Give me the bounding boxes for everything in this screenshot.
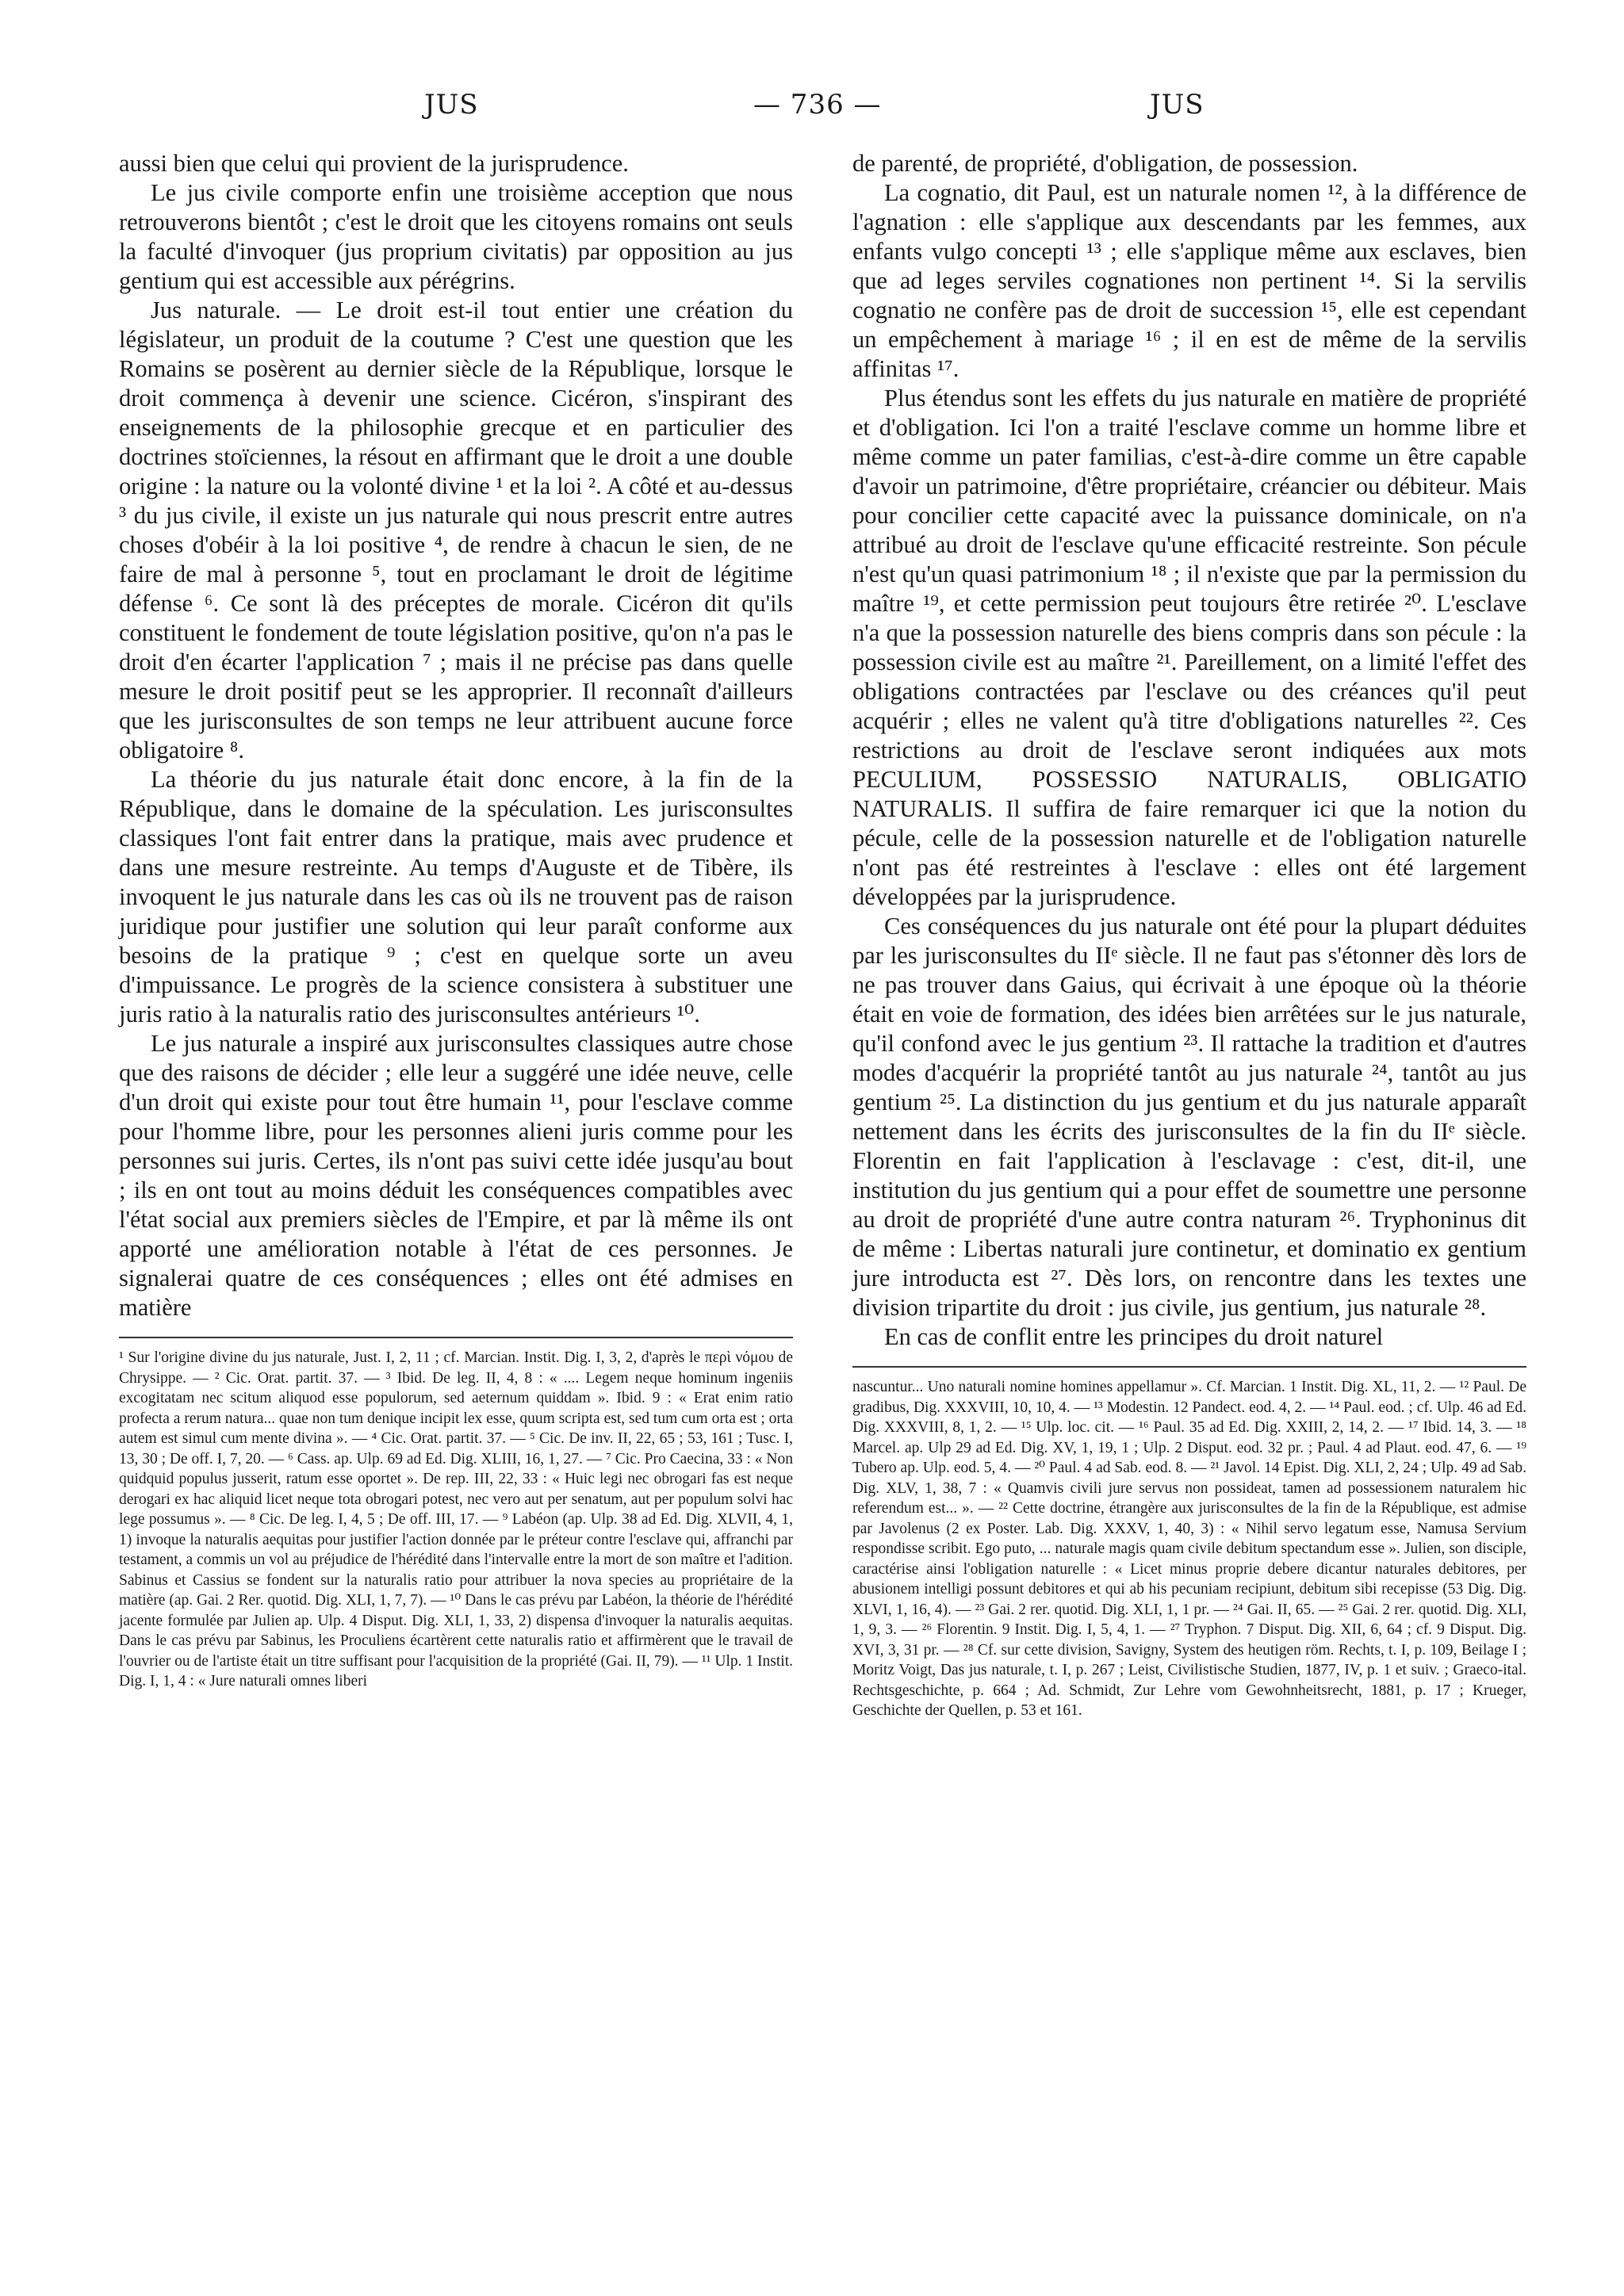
header-left-title: JUS — [424, 89, 479, 121]
paragraph: de parenté, de propriété, d'obligation, de possession. — [852, 150, 1358, 177]
paragraph: Plus étendus sont les effets du jus naturale en matière de propriété et d'obligation. Ici l'on a traité l'esclave comme un homme libre et même comme un pater familias, c'est-à-dire comme un être capable d'avoir un patrimoine, d'être propriétaire, créancier ou débiteur. Mais pour concilier cette capacité avec la puissance dominicale, on n'a attribué au droit de l'esclave qu'une efficacité restreinte. Son pécule n'est qu'un quasi patrimonium ¹⁸ ; il n'existe que par la permission du maître ¹⁹, et cette permission peut toujours être retirée ²⁰. L'esclave n'a que la possession naturelle des biens compris dans son pécule : la possession civile est au maître ²¹. Pareillement, on a limité l'effet des obligations contractées par l'esclave ou des créances qu'il peut acquérir ; elles ne valent qu'à titre d'obligations naturelles ²². Ces restrictions au droit de l'esclave seront indiquées aux mots PECULIUM, POSSESSIO NATURALIS, OBLIGATIO NATURALIS. Il suffira de faire remarquer ici que la notion du pécule, celle de la possession naturelle et de l'obligation naturelle n'ont pas été restreintes à l'esclave : elles ont été largement développées par la jurisprudence. — [852, 385, 1526, 910]
left-column-body — [119, 149, 793, 1322]
paragraph: Jus naturale. — Le droit est-il tout entier une création du législateur, un produit de la coutume ? C'est une question que les Romains se posèrent au dernier siècle de la République, lorsque le droit commença à devenir une science. Cicéron, s'inspirant des enseignements de la philosophie grecque et en particulier des doctrines stoïciennes, la résout en affirmant que le droit a une double origine : la nature ou la volonté divine ¹ et la loi ². A côté et au-dessus ³ du jus civile, il existe un jus naturale qui nous prescrit entre autres choses d'obéir à la loi positive ⁴, de rendre à chacun le sien, de ne faire de mal à personne ⁵, tout en proclamant le droit de légitime défense ⁶. Ce sont là des préceptes de morale. Cicéron dit qu'ils constituent le fondement de toute législation positive, qu'on n'a pas le droit d'en écarter l'application ⁷ ; mais il ne précise pas dans quelle mesure le droit positif peut se les approprier. Il reconnaît d'ailleurs que les jurisconsultes de son temps ne leur attribuent aucune force obligatoire ⁸. — [119, 297, 793, 763]
paragraph: aussi bien que celui qui provient de la jurisprudence. — [119, 150, 629, 177]
footnote-divider — [852, 1366, 1526, 1368]
paragraph: La théorie du jus naturale était donc encore, à la fin de la République, dans le domaine de la spéculation. Les jurisconsultes classiques l'ont fait entrer dans la pratique, mais avec prudence et dans une mesure restreinte. Au temps d'Auguste et de Tibère, ils invoquent le jus naturale dans les cas où ils ne trouvent pas de raison juridique pour justifier une solution qui leur paraît conforme aux besoins de la pratique ⁹ ; c'est en quelque sorte un aveu d'impuissance. Le progrès de la science consistera à substituer une juris ratio à la naturalis ratio des jurisconsultes antérieurs ¹⁰. — [119, 766, 793, 1027]
header-right-title: JUS — [1150, 89, 1205, 121]
footnotes: nascuntur... Uno naturali nomine homines appellamur ». Cf. Marcian. 1 Instit. Dig. XL, 11, 2. — ¹² Paul. De gradibus, Dig. XXXVIII, 10, 10, 4. — ¹³ Modestin. 12 Pandect. eod. 4, 2. — ¹⁴ Paul. eod. ; cf. Ulp. 46 ad Ed. Dig. XXXVIII, 8, 1, 2. — ¹⁵ Ulp. loc. cit. — ¹⁶ Paul. 35 ad Ed. Dig. XXIII, 2, 14, 2. — ¹⁷ Ibid. 14, 3. — ¹⁸ Marcel. ap. Ulp 29 ad Ed. Dig. XV, 1, 19, 1 ; Ulp. 2 Disput. eod. 32 pr. ; Paul. 4 ad Plaut. eod. 47, 6. — ¹⁹ Tubero ap. Ulp. eod. 5, 4. — ²⁰ Paul. 4 ad Sab. eod. 8. — ²¹ Javol. 14 Epist. Dig. XLI, 2, 24 ; Ulp. 49 ad Sab. Dig. XLV, 1, 38, 7 : « Quamvis civili jure servus non possideat, tamen ad possessionem naturalem hic referendum est... ». — ²² Cette doctrine, étrangère aux jurisconsultes de la fin de la République, est admise par Javolenus (2 ex Poster. Lab. Dig. XXXV, 1, 40, 3) : « Nihil servo legatum esse, Namusa Servium respondisse scribit. Ego puto, ... naturale magis quam civile debitum spectandum esse ». Julien, son disciple, caractérise ainsi l'obligation naturelle : « Licet minus proprie debere dicantur naturales debitores, per abusionem intelligi possunt debitores et qui ab his pecuniam recipiunt, debitum sibi recepisse (53 Dig. Dig. XLVI, 1, 16, 4). — ²³ Gai. 2 rer. quotid. Dig. XLI, 1, 1 pr. — ²⁴ Gai. II, 65. — ²⁵ Gai. 2 rer. quotid. Dig. XLI, 1, 9, 3. — ²⁶ Florentin. 9 Instit. Dig. I, 5, 4, 1. — ²⁷ Tryphon. 7 Disput. Dig. XII, 6, 64 ; cf. 9 Disput. Dig. XVI, 3, 31 pr. — ²⁸ Cf. sur cette division, Savigny, System des heutigen röm. Rechts, t. I, p. 109, Beilage I ; Moritz Voigt, Das jus naturale, t. I, p. 267 ; Leist, Civilistische Studien, 1877, IV, p. 1 et suiv. ; Graeco-ital. Rechtsgeschichte, p. 664 ; Ad. Schmidt, Zur Lehre vom Gewohnheitsrecht, 1881, p. 17 ; Krueger, Geschichte der Quellen, p. 53 et 161. — [852, 1379, 1526, 1719]
paragraph: Ces conséquences du jus naturale ont été pour la plupart déduites par les jurisconsultes du IIᵉ siècle. Il ne faut pas s'étonner dès lors de ne pas trouver dans Gaius, qui écrivait à une époque où la théorie était en voie de formation, des idées bien arrêtées sur le jus naturale, qu'il confond avec le jus gentium ²³. Il rattache la tradition et d'autres modes d'acquérir la propriété tantôt au jus naturale ²⁴, tantôt au jus gentium ²⁵. La distinction du jus gentium et du jus naturale apparaît nettement dans les écrits des jurisconsultes de la fin du IIᵉ siècle. Florentin en fait l'application à l'esclavage : c'est, dit-il, une institution du jus gentium qui a pour effet de soumettre une personne au droit de propriété d'une autre contra naturam ²⁶. Tryphoninus dit de même : Libertas naturali jure continetur, et dominatio ex gentium jure introducta est ²⁷. Dès lors, on rencontre dans les textes une division tripartite du droit : jus civile, jus gentium, jus naturale ²⁸. — [852, 913, 1526, 1321]
paragraph: Le jus civile comporte enfin une troisième acception que nous retrouverons bientôt ; c'est le droit que les citoyens romains ont seuls la faculté d'invoquer (jus proprium civitatis) par opposition au jus gentium qui est accessible aux pérégrins. — [119, 179, 793, 294]
paragraph: Le jus naturale a inspiré aux jurisconsultes classiques autre chose que des raisons de décider ; elle leur a suggéré une idée neuve, celle d'un droit qui existe pour tout être humain ¹¹, pour l'esclave comme pour l'homme libre, pour les personnes alieni juris comme pour les personnes sui juris. Certes, ils n'ont pas suivi cette idée jusqu'au bout ; ils en ont tout au moins déduit les conséquences compatibles avec l'état social aux premiers siècles de l'Empire, et par là même ils ont apporté une amélioration notable à l'état de ces personnes. Je signalerai quatre de ces conséquences ; elles ont été admises en matière — [119, 1030, 793, 1321]
footnote-divider — [119, 1337, 793, 1338]
right-column — [852, 149, 1526, 1721]
footnotes: ¹ Sur l'origine divine du jus naturale, Just. I, 2, 11 ; cf. Marcian. Instit. Dig. I, 3, 2, d'après le περὶ νόμου de Chrysippe. — ² Cic. Orat. partit. 37. — ³ Ibid. De leg. II, 4, 8 : « .... Legem neque hominum ingeniis excogitatam nec scitum aliquod esse populorum, sed aeternum quiddam ». Ibid. 9 : « Erat enim ratio profecta a rerum natura... quae non tum denique incipit lex esse, quum scripta est, sed tum cum orta est ; orta autem est simul cum mente divina ». — ⁴ Cic. Orat. partit. 37. — ⁵ Cic. De inv. II, 22, 65 ; 53, 161 ; Tusc. I, 13, 30 ; De off. I, 7, 20. — ⁶ Cass. ap. Ulp. 69 ad Ed. Dig. XLIII, 16, 1, 27. — ⁷ Cic. Pro Caecina, 33 : « Non quidquid populus jusserit, ratum esse oportet ». De rep. III, 22, 33 : « Huic legi nec obrogari fas est neque derogari ex hac aliquid licet neque tota obrogari potest, nec vero aut per senatum, aut per populum solvi hac lege possumus ». — ⁸ Cic. De leg. I, 4, 5 ; De off. III, 17. — ⁹ Labéon (ap. Ulp. 38 ad Ed. Dig. XLVII, 4, 1, 1) invoque la naturalis aequitas pour justifier l'action donnée par le préteur contre l'esclave qui, affranchi par testament, a commis un vol au préjudice de l'hérédité dans l'intervalle entre la mort de son maître et l'adition. Sabinus et Cassius se fondent sur la naturalis ratio pour attribuer la nova species au propriétaire de la matière (ap. Gai. 2 Rer. quotid. Dig. XLI, 1, 7, 7). — ¹⁰ Dans le cas prévu par Labéon, la théorie de l'hérédité jacente formulée par Julien ap. Ulp. 4 Disput. Dig. XLI, 1, 33, 2) dispensa d'invoquer la naturalis aequitas. Dans le cas prévu par Sabinus, les Proculiens écartèrent cette naturalis ratio et affirmèrent que le travail de l'ouvrier ou de l'artiste était un titre suffisant pour l'acquisition de la propriété (Gai. II, 79). — ¹¹ Ulp. 1 Instit. Dig. I, 1, 4 : « Jure naturali omnes liberi — [119, 1349, 794, 1689]
running-header — [119, 89, 1515, 128]
page-number: — 736 — — [753, 89, 882, 121]
paragraph: La cognatio, dit Paul, est un naturale nomen ¹², à la différence de l'agnation : elle s'applique aux descendants par les femmes, aux enfants vulgo concepti ¹³ ; elle s'applique même aux esclaves, bien que ad leges serviles cognationes non pertinent ¹⁴. Si la servilis cognatio ne confère pas de droit de succession ¹⁵, elle est cependant un empêchement à mariage ¹⁶ ; il en est de même de la servilis affinitas ¹⁷. — [852, 179, 1526, 382]
left-column — [119, 149, 793, 1692]
paragraph: En cas de conflit entre les principes du droit naturel — [884, 1323, 1384, 1350]
right-column-body — [852, 149, 1526, 1352]
